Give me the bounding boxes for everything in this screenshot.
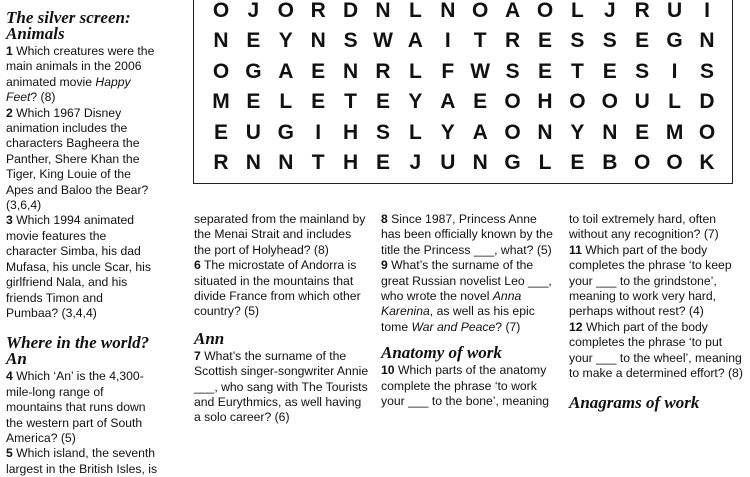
grid-letter: E (537, 29, 552, 53)
grid-row (194, 147, 734, 179)
grid-row (194, 117, 734, 149)
grid-letter: O (634, 151, 651, 174)
grid-letter: T (473, 29, 487, 53)
grid-letter: G (245, 59, 262, 83)
grid-row (194, 0, 734, 27)
section-heading-ann: Ann (194, 328, 225, 348)
grid-letter: L (279, 90, 293, 114)
question-3 (6, 213, 158, 321)
grid-letter: A (407, 29, 423, 53)
grid-letter: R (634, 0, 650, 22)
grid-letter: Y (408, 90, 423, 114)
grid-letter: E (246, 29, 261, 53)
grid-letter: O (212, 59, 230, 83)
question-text: Which part of the body completes the phrase ‘to keep your ___ to the grindstone’, meaning to work very hard, perhaps without rest? (4) (569, 242, 732, 319)
grid-letter: K (699, 151, 715, 174)
question-number: 3 (6, 213, 13, 228)
question-text: The microstate of Andorra is situated in the mountains that divide France from which other country? (5) (194, 258, 361, 319)
question-text: Which creatures were the main animals in the 2006 animated movie (6, 44, 155, 89)
grid-letter: N (440, 0, 456, 22)
question-text: , as well as his epic tome (381, 304, 535, 334)
grid-row (194, 86, 734, 118)
grid-letter: E (473, 90, 488, 114)
column-3 (381, 212, 559, 409)
grid-letter: S (635, 59, 650, 83)
grid-letter: U (245, 120, 261, 144)
grid-letter: H (537, 90, 553, 114)
grid-letter: S (699, 59, 714, 83)
grid-letter: N (310, 29, 326, 53)
grid-letter: N (213, 29, 229, 53)
grid-letter: O (569, 90, 586, 114)
grid-letter: L (668, 90, 681, 114)
question-number: 11 (569, 242, 582, 257)
grid-letter: E (570, 151, 585, 174)
grid-letter: I (315, 120, 322, 144)
grid-letter: B (602, 151, 618, 174)
question-10-continued: to toil extremely hard, often without any recognition? (7) (569, 212, 719, 242)
section-heading-anagrams-of-work: Anagrams of work (569, 393, 700, 413)
grid-letter: S (343, 29, 358, 53)
question-number: 1 (6, 44, 13, 58)
grid-letter: D (699, 90, 715, 114)
grid-letter: T (570, 59, 584, 83)
question-number: 12 (569, 319, 583, 334)
grid-letter: J (409, 151, 422, 174)
section-heading-silver-screen: The silver screen: Animals (6, 8, 131, 43)
grid-letter: T (344, 90, 357, 114)
grid-row (194, 56, 734, 88)
question-11 (569, 243, 747, 320)
grid-letter: L (408, 120, 422, 144)
grid-letter: U (667, 0, 683, 22)
question-text: Which parts of the anatomy complete the phrase ‘to work your ___ to the bone’, meaning (381, 363, 550, 409)
grid-letter: O (504, 120, 521, 144)
grid-letter: O (666, 151, 683, 174)
grid-letter: Y (278, 29, 293, 53)
question-text: Since 1987, Princess Anne has been officially known by the title the Princess ___, what? (5) (381, 212, 553, 257)
grid-letter: Y (440, 120, 455, 144)
grid-letter: R (213, 151, 229, 174)
question-number: 5 (6, 446, 13, 461)
wordsearch-grid (193, 0, 733, 184)
grid-letter: E (602, 59, 617, 83)
grid-letter: E (375, 90, 390, 114)
question-text: What’s the surname of the Scottish singer-songwriter Annie ___, who sang with The Tourists and Eurythmics, as well having a solo career? (6) (194, 348, 369, 425)
question-4 (6, 369, 158, 446)
question-text: Which ‘An’ is the 4,300-mile-long range of mountains that runs down the western part of South America? (5) (6, 369, 146, 445)
grid-letter: N (602, 120, 618, 144)
grid-letter: M (212, 90, 230, 114)
movie-title: Happy Feet (6, 74, 131, 105)
grid-letter: N (537, 120, 553, 144)
question-2 (6, 106, 158, 214)
section-heading-where-in-the-world: Where in the world? An (6, 333, 150, 369)
grid-letter: A (505, 0, 521, 22)
grid-letter: E (635, 120, 650, 144)
question-text: Which 1994 animated movie features the character Simba, his dad Mufasa, his uncle Scar, his girlfriend Nala, and his friends Timon and Pumbaa? (3,4,4) (6, 213, 151, 320)
grid-letter: O (601, 90, 618, 114)
grid-letter: O (472, 0, 489, 22)
book-title: Anna Karenina (381, 289, 522, 319)
grid-letter: U (440, 151, 456, 174)
grid-letter: M (665, 120, 684, 144)
grid-letter: G (504, 151, 521, 174)
question-text: ? (7) (495, 319, 521, 334)
question-number: 2 (6, 105, 13, 120)
grid-letter: S (375, 120, 390, 144)
grid-letter: A (278, 59, 294, 83)
grid-letter: N (245, 151, 261, 174)
question-text: ? (8) (30, 90, 56, 105)
grid-letter: L (408, 0, 422, 22)
grid-row (194, 25, 734, 57)
grid-letter: E (537, 59, 552, 83)
question-text: Which island, the seventh largest in the British Isles, is (6, 446, 158, 476)
grid-letter: N (472, 151, 488, 174)
question-number: 7 (194, 348, 201, 363)
grid-letter: R (375, 59, 391, 83)
grid-letter: H (343, 120, 359, 144)
grid-letter: E (311, 90, 326, 114)
question-7 (194, 349, 370, 426)
grid-letter: J (247, 0, 260, 22)
grid-letter: E (311, 59, 326, 83)
grid-letter: O (698, 120, 716, 144)
grid-letter: R (310, 0, 326, 22)
grid-letter: E (375, 151, 390, 174)
question-9 (381, 258, 559, 335)
grid-letter: S (505, 59, 520, 83)
grid-letter: O (277, 0, 294, 22)
question-10 (381, 363, 559, 409)
grid-letter: E (635, 29, 650, 53)
grid-letter: S (602, 29, 617, 53)
question-number: 6 (194, 258, 201, 273)
grid-letter: R (505, 29, 521, 53)
grid-letter: H (343, 151, 359, 174)
grid-letter: N (699, 29, 715, 53)
grid-letter: O (536, 0, 554, 22)
question-text: What’s the surname of the great Russian novelist Leo ___, who wrote the novel (381, 258, 552, 304)
question-8 (381, 212, 559, 258)
grid-letter: N (278, 151, 294, 174)
grid-letter: W (373, 29, 393, 53)
question-text: Which part of the body completes the phrase ‘to put your ___ to the wheel’, meaning to make a determined effort? (8) (569, 319, 743, 381)
grid-letter: W (470, 59, 491, 83)
grid-letter: G (666, 29, 683, 53)
question-12 (569, 320, 747, 382)
question-number: 8 (381, 212, 388, 226)
question-number: 10 (381, 363, 395, 378)
question-text: Which 1967 Disney animation includes the characters Bagheera the Panther, Shere Khan the Tiger, King Louie of the Apes and Baloo the Bear? (3,6,4) (6, 105, 149, 213)
grid-letter: N (375, 0, 391, 22)
grid-letter: L (570, 0, 584, 22)
grid-letter: L (538, 151, 552, 174)
grid-letter: Y (570, 120, 585, 144)
grid-letter: J (603, 0, 616, 22)
grid-letter: O (212, 0, 230, 22)
grid-letter: A (472, 120, 488, 144)
grid-letter: T (311, 151, 325, 174)
grid-letter: I (671, 59, 678, 83)
question-5-continued: separated from the mainland by the Menai Strait and includes the port of Holyhead? (8) (194, 212, 366, 257)
grid-letter: G (277, 120, 294, 144)
grid-letter: O (504, 90, 521, 114)
book-title: War and Peace (411, 319, 496, 334)
section-heading-anatomy-of-work: Anatomy of work (381, 343, 502, 363)
column-4 (569, 212, 747, 413)
grid-letter: N (343, 59, 359, 83)
question-1 (6, 44, 158, 106)
grid-letter: F (441, 59, 455, 83)
grid-letter: E (213, 120, 228, 144)
grid-letter: D (343, 0, 359, 22)
column-2 (194, 212, 370, 426)
grid-letter: E (246, 90, 261, 114)
column-1 (6, 10, 158, 477)
question-number: 4 (6, 369, 13, 384)
question-6 (194, 258, 370, 320)
question-5 (6, 446, 158, 477)
grid-letter: I (444, 29, 451, 53)
grid-letter: I (704, 0, 710, 22)
grid-letter: U (634, 90, 650, 114)
grid-letter: A (440, 90, 456, 114)
grid-letter: L (408, 59, 422, 83)
question-number: 9 (381, 258, 388, 273)
grid-letter: S (570, 29, 585, 53)
